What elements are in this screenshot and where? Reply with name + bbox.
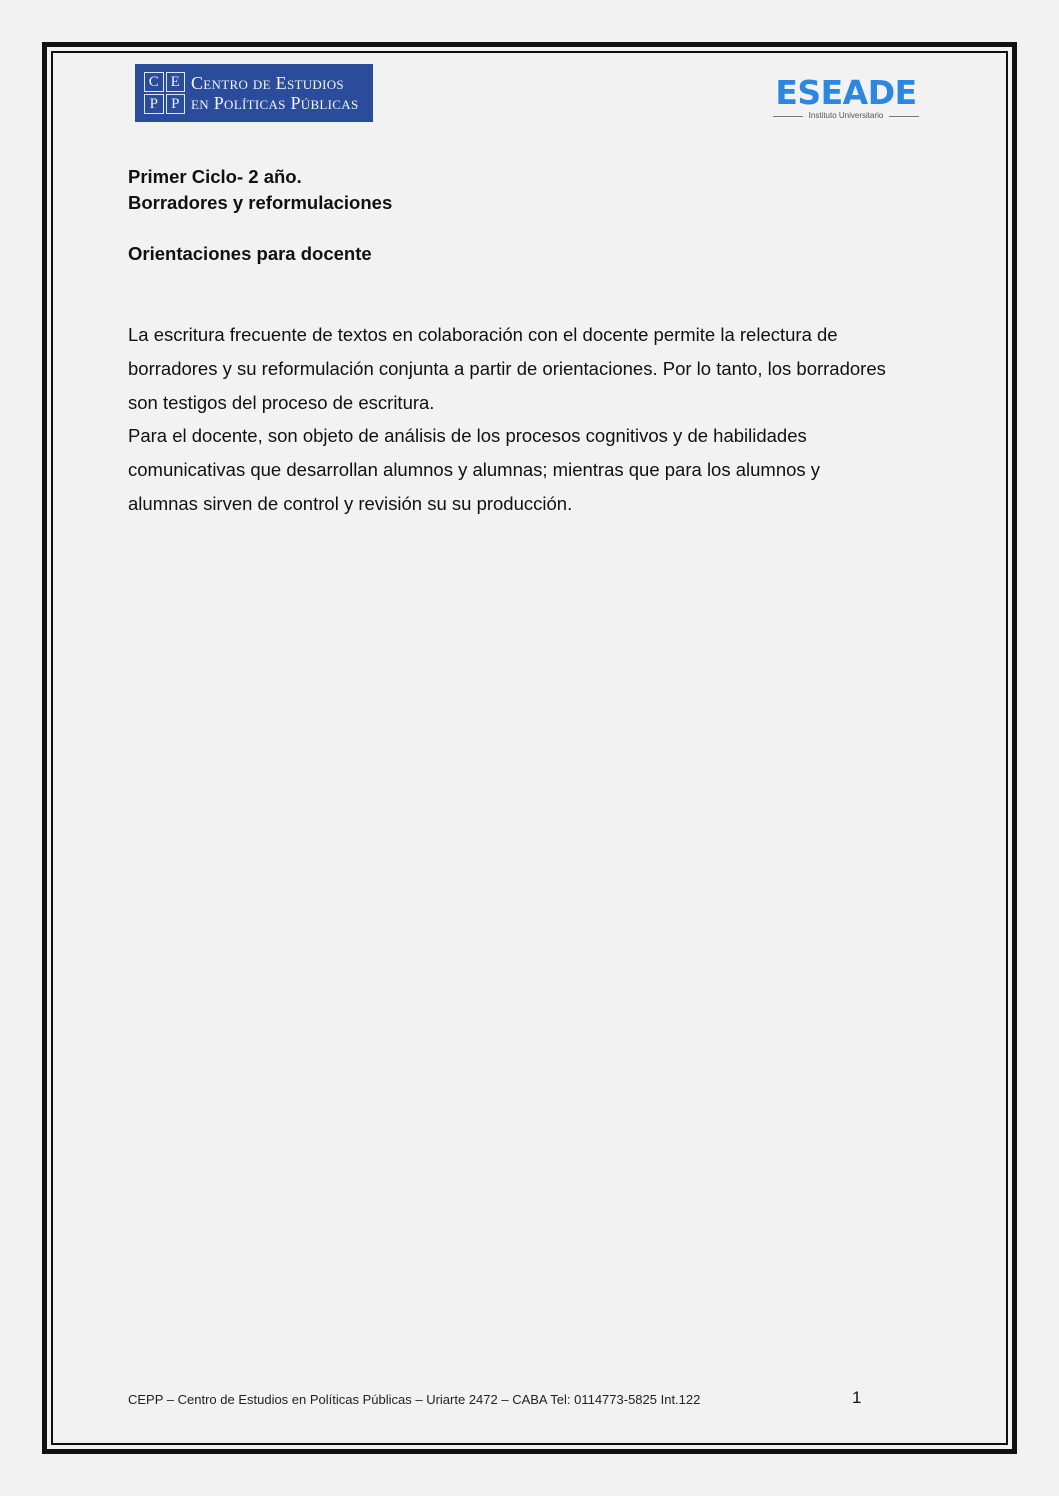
body-line: Para el docente, son objeto de análisis de los procesos cognitivos y de habilidades — [128, 425, 807, 447]
eseade-rule-left — [773, 116, 803, 117]
footer-address: CEPP – Centro de Estudios en Políticas Públicas – Uriarte 2472 – CABA Tel: 0114773-5825 Int.122 — [128, 1392, 701, 1407]
section-title: Orientaciones para docente — [128, 243, 372, 264]
document-title: Borradores y reformulaciones — [128, 192, 393, 213]
eseade-logo — [766, 74, 926, 124]
cepp-letter: C — [144, 72, 164, 92]
cepp-letter: P — [166, 94, 186, 114]
body-line: alumnas sirven de control y revisión su su producción. — [128, 492, 573, 514]
cepp-logo — [135, 64, 373, 122]
cepp-monogram — [144, 72, 185, 113]
cepp-letter: P — [144, 94, 164, 114]
body-line: borradores y su reformulación conjunta a partir de orientaciones. Por lo tanto, los borradores — [128, 357, 886, 379]
cepp-name — [191, 73, 359, 113]
eseade-wordmark: ESEADE — [775, 73, 917, 112]
document-level: Primer Ciclo- 2 año. — [128, 166, 302, 187]
body-line: son testigos del proceso de escritura. — [128, 391, 435, 413]
body-line: La escritura frecuente de textos en colaboración con el docente permite la relectura de — [128, 324, 838, 345]
cepp-name-line1: Centro de Estudios — [191, 73, 344, 93]
eseade-subtitle-row — [766, 111, 926, 121]
body-line: comunicativas que desarrollan alumnos y alumnas; mientras que para los alumnos y — [128, 459, 821, 481]
eseade-subtitle: Instituto Universitario — [808, 111, 884, 120]
cepp-name-line2: en Políticas Públicas — [191, 93, 359, 113]
page-number: 1 — [852, 1388, 862, 1407]
cepp-letter: E — [166, 72, 186, 92]
eseade-rule-right — [889, 116, 919, 117]
body-paragraph — [128, 318, 948, 521]
